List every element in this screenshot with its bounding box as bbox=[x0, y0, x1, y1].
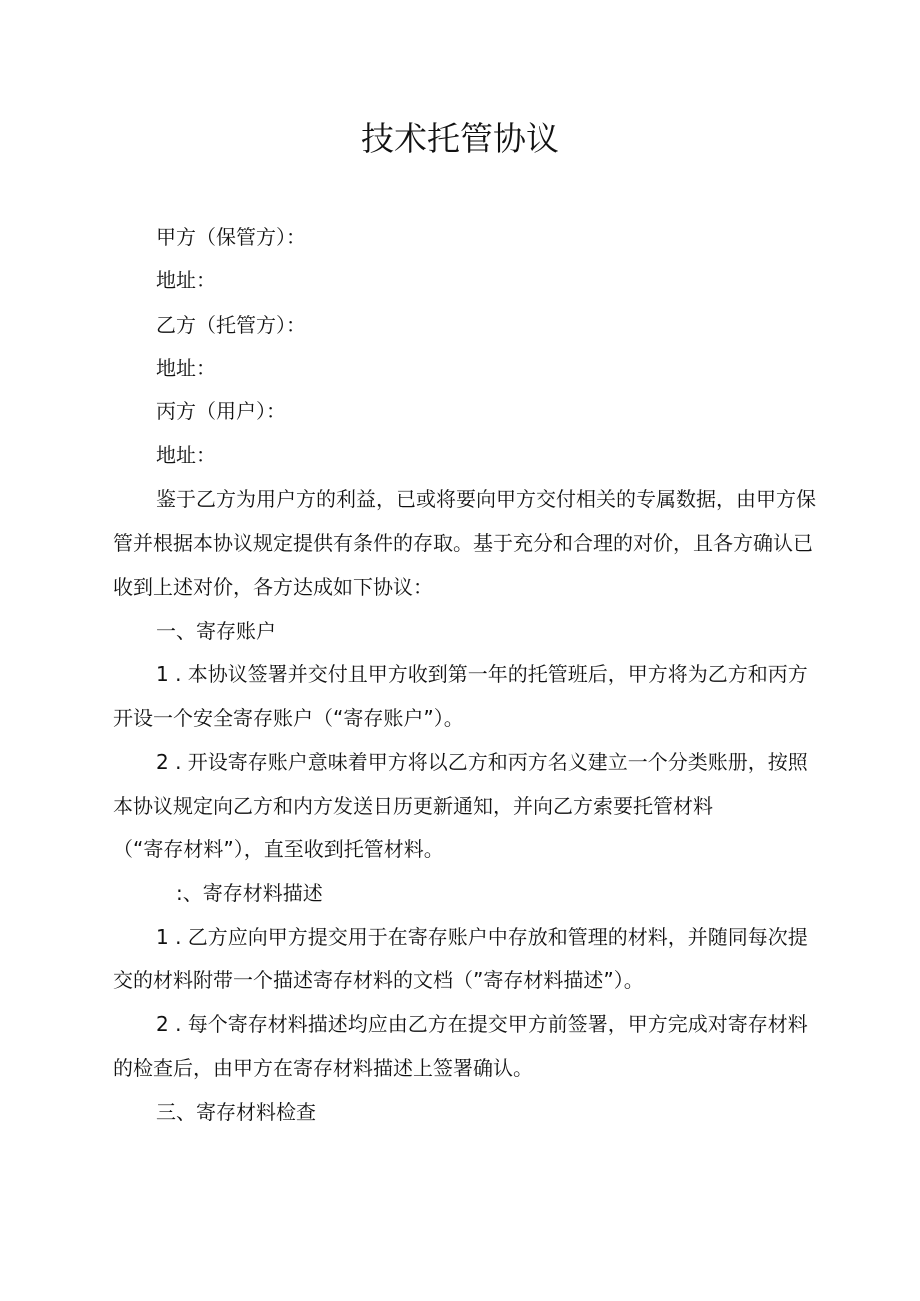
section-3-heading: 三、寄存材料检查 bbox=[156, 1100, 316, 1124]
section-1-clause-2-line: 本协议规定向乙方和内方发送日历更新通知，并向乙方索要托管材料 bbox=[113, 794, 713, 818]
preamble-line: 管并根据本协议规定提供有条件的存取。基于充分和合理的对价，且各方确认已 bbox=[113, 531, 813, 555]
section-2-clause-1-line: 1 . 乙方应向甲方提交用于在寄存账户中存放和管理的材料，并随同每次提 bbox=[156, 925, 808, 949]
party-c-line: 丙方（用户）： bbox=[156, 399, 286, 423]
section-1-clause-2-line: （“寄存材料”），直至收到托管材料。 bbox=[113, 837, 444, 861]
section-2-clause-1-line: 交的材料附带一个描述寄存材料的文档（”寄存材料描述”）。 bbox=[113, 968, 644, 992]
section-2-clause-2-line: 的检查后，由甲方在寄存材料描述上签署确认。 bbox=[113, 1056, 533, 1080]
party-b-line: 乙方（托管方）： bbox=[156, 313, 306, 337]
preamble-line: 收到上述对价，各方达成如下协议： bbox=[113, 575, 433, 599]
section-1-heading: 一、寄存账户 bbox=[156, 619, 276, 643]
party-a-line: 甲方（保管方）： bbox=[156, 225, 306, 249]
party-a-address-line: 地址： bbox=[156, 268, 216, 292]
party-b-address-line: 地址： bbox=[156, 356, 216, 380]
document-title: 技术托管协议 bbox=[361, 119, 559, 158]
section-1-clause-1-line: 开设一个安全寄存账户（“寄存账户”）。 bbox=[113, 706, 464, 730]
section-1-clause-2-line: 2 . 开设寄存账户意味着甲方将以乙方和丙方名义建立一个分类账册，按照 bbox=[156, 750, 808, 774]
section-2-heading: :、寄存材料描述 bbox=[176, 881, 323, 905]
section-1-clause-1-line: 1 . 本协议签署并交付且甲方收到第一年的托管班后，甲方将为乙方和丙方 bbox=[156, 662, 808, 686]
preamble-line: 鉴于乙方为用户方的利益，已或将要向甲方交付相关的专属数据，由甲方保 bbox=[156, 487, 816, 511]
section-2-clause-2-line: 2 . 每个寄存材料描述均应由乙方在提交甲方前签署，甲方完成对寄存材料 bbox=[156, 1012, 808, 1036]
party-c-address-line: 地址： bbox=[156, 443, 216, 467]
